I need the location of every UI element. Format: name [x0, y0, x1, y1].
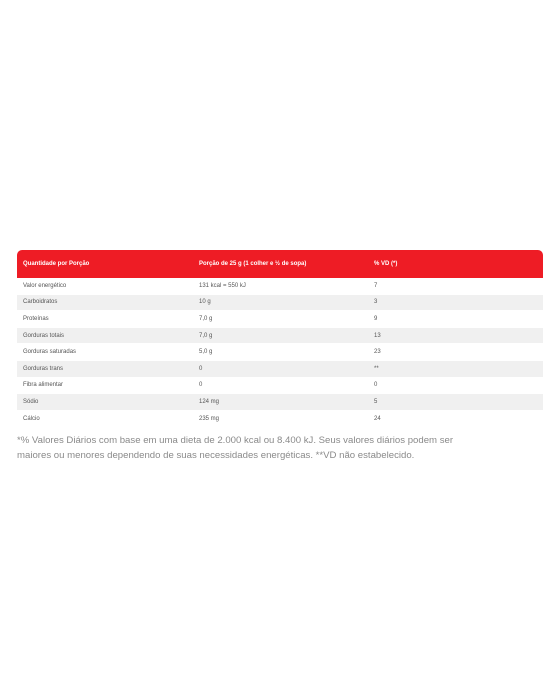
table-row [17, 377, 543, 394]
table-row [17, 278, 543, 294]
nutrition-facts [17, 250, 543, 463]
nutrient-name: Gorduras saturadas [17, 344, 193, 361]
nutrient-name: Gorduras totais [17, 327, 193, 344]
nutrient-amount: 124 mg [193, 394, 368, 411]
nutrient-daily-value: 13 [368, 327, 543, 344]
table-row [17, 327, 543, 344]
nutrient-name: Sódio [17, 394, 193, 411]
nutrient-name: Carboidratos [17, 294, 193, 311]
nutrient-name: Proteínas [17, 311, 193, 328]
nutrient-amount: 10 g [193, 294, 368, 311]
table-row [17, 394, 543, 411]
nutrient-name: Valor energético [17, 278, 193, 294]
nutrient-daily-value: ** [368, 360, 543, 377]
nutrient-daily-value: 7 [368, 278, 543, 294]
nutrient-amount: 0 [193, 360, 368, 377]
table-row [17, 410, 543, 427]
table-body [17, 278, 543, 427]
header-row [17, 250, 543, 278]
nutrient-amount: 131 kcal = 550 kJ [193, 278, 368, 294]
nutrient-amount: 0 [193, 377, 368, 394]
nutrient-name: Fibra alimentar [17, 377, 193, 394]
table-header [17, 250, 543, 278]
table-row [17, 311, 543, 328]
nutrition-table [17, 250, 543, 427]
nutrient-daily-value: 9 [368, 311, 543, 328]
nutrient-amount: 235 mg [193, 410, 368, 427]
nutrient-amount: 5,0 g [193, 344, 368, 361]
nutrient-daily-value: 5 [368, 394, 543, 411]
table-row [17, 294, 543, 311]
header-quantity-per-portion: Quantidade por Porção [17, 250, 193, 278]
table-row [17, 360, 543, 377]
nutrient-daily-value: 23 [368, 344, 543, 361]
daily-value-footnote: *% Valores Diários com base em uma dieta de 2.000 kcal ou 8.400 kJ. Seus valores diários podem ser maiores ou menores dependendo de suas necessidades energéticas. **VD não estabelecido. [17, 435, 454, 462]
nutrient-daily-value: 3 [368, 294, 543, 311]
nutrient-name: Cálcio [17, 410, 193, 427]
nutrient-name: Gorduras trans [17, 360, 193, 377]
nutrient-amount: 7,0 g [193, 311, 368, 328]
header-daily-value: % VD (*) [368, 250, 543, 278]
nutrient-amount: 7,0 g [193, 327, 368, 344]
nutrient-daily-value: 0 [368, 377, 543, 394]
header-portion-size: Porção de 25 g (1 colher e ½ de sopa) [193, 250, 368, 278]
nutrient-daily-value: 24 [368, 410, 543, 427]
table-row [17, 344, 543, 361]
